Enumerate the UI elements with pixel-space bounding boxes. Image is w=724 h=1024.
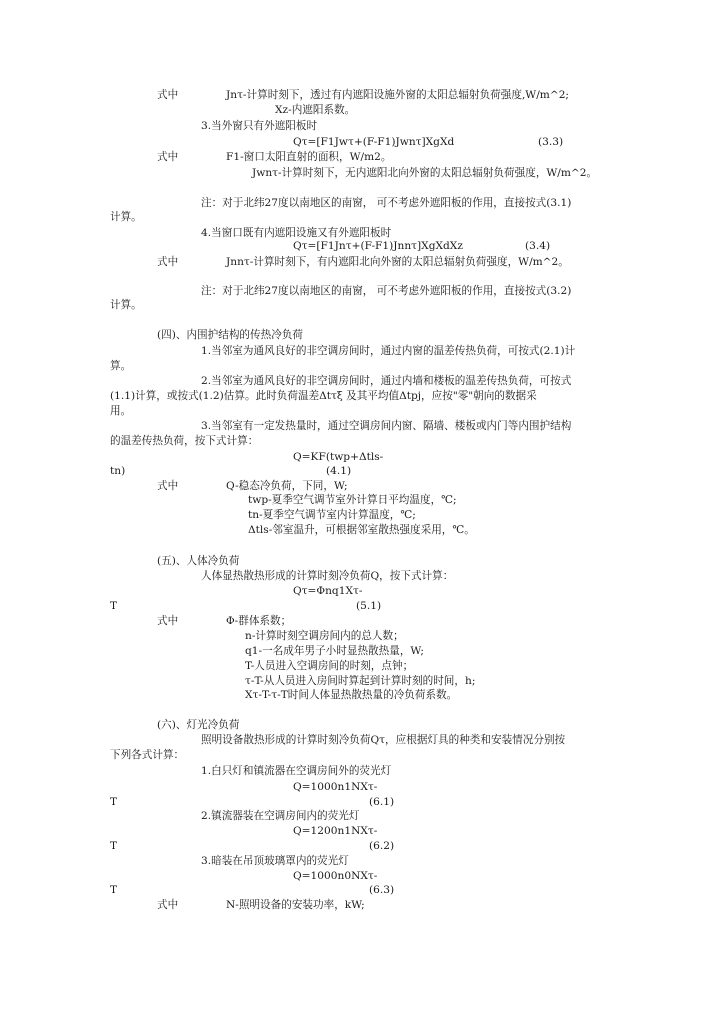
text-line: 的温差传热负荷，按下式计算： xyxy=(110,435,259,447)
formula: T xyxy=(110,884,118,896)
formula: T xyxy=(110,840,118,852)
equation-number: (6.1) xyxy=(369,796,395,808)
text-line: Xz-内遮阳系数。 xyxy=(275,104,356,116)
text-line: 用。 xyxy=(110,405,132,417)
text-line: 式中 xyxy=(157,480,179,492)
text-line: 2.当邻室为通风良好的非空调房间时，通过内墙和楼板的温差传热负荷，可按式 xyxy=(201,375,572,387)
text-line: 式中 xyxy=(157,89,179,101)
text-line: 式中 xyxy=(157,615,179,627)
text-line: 算。 xyxy=(110,360,132,372)
text-line: tn-夏季空气调节室内计算温度，℃; xyxy=(248,509,416,521)
equation-number: (6.2) xyxy=(369,840,395,852)
section-heading: (六)、灯光冷负荷 xyxy=(157,719,240,731)
equation-number: (3.3) xyxy=(538,136,564,148)
text-line: Jwnτ-计算时刻下，无内遮阳北向外窗的太阳总辐射负荷强度，W/m^2。 xyxy=(252,167,598,179)
text-line: 计算。 xyxy=(110,299,142,311)
text-line: 1.当邻室为通风良好的非空调房间时，通过内窗的温差传热负荷，可按式(2.1)计 xyxy=(201,345,576,357)
text-line: Φ-群体系数； xyxy=(226,615,292,627)
formula: Q=1000n0NXτ- xyxy=(293,870,378,882)
section-heading: (四)、内围护结构的传热冷负荷 xyxy=(157,329,303,341)
formula: Q=KF(twp+Δtls- xyxy=(293,451,384,463)
text-line: 1.白只灯和镇流器在空调房间外的荧光灯 xyxy=(201,765,392,777)
formula: Qτ=[F1Jwτ+(F-F1)Jwnτ]XgXd xyxy=(293,136,455,148)
section-heading: (五)、人体冷负荷 xyxy=(157,555,240,567)
formula: Q=1200n1NXτ- xyxy=(293,825,378,837)
formula: Q=1000n1NXτ- xyxy=(293,781,378,793)
text-line: Δtls-邻室温升，可根据邻室散热强度采用，℃。 xyxy=(248,524,475,536)
text-line: 照明设备散热形成的计算时刻冷负荷Qτ，应根据灯具的种类和安装情况分别按 xyxy=(201,734,566,746)
text-line: 3.当外窗只有外遮阳板时 xyxy=(201,120,318,132)
text-line: 3.当邻室有一定发热量时，通过空调房间内窗、隔墙、楼板或内门等内围护结构 xyxy=(201,420,572,432)
text-line: 2.镇流器装在空调房间内的荧光灯 xyxy=(201,810,360,822)
equation-number: (5.1) xyxy=(356,600,382,612)
text-line: Jnnτ-计算时刻下，有内遮阳北向外窗的太阳总辐射负荷强度，W/m^2。 xyxy=(226,256,569,268)
text-line: 3.暗装在吊顶玻璃罩内的荧光灯 xyxy=(201,855,349,867)
formula: T xyxy=(110,600,118,612)
formula: Qτ=Φnq1Xτ- xyxy=(293,585,363,597)
text-line: N-照明设备的安装功率，kW; xyxy=(226,899,365,911)
text-line: n-计算时刻空调房间内的总人数； xyxy=(245,630,404,642)
text-line: τ-T-从人员进入房间时算起到计算时刻的时间，h; xyxy=(245,675,476,687)
text-line: 人体显热散热形成的计算时刻冷负荷Q，按下式计算： xyxy=(201,570,454,582)
text-line: Xτ-T-τ-T时间人体显热散热量的冷负荷系数。 xyxy=(245,689,458,701)
text-line: (1.1)计算，或按式(1.2)估算。此时负荷温差Δtτξ 及其平均值Δtpj，应按"零"朝向的数据采 xyxy=(110,390,537,402)
text-line: 式中 xyxy=(157,256,179,268)
text-line: q1-一名成年男子小时显热散热量，W; xyxy=(245,645,424,657)
text-line: 式中 xyxy=(157,899,179,911)
text-line: Jnτ-计算时刻下，透过有内遮阳设施外窗的太阳总辐射负荷强度,W/m^2; xyxy=(226,89,570,101)
text-line: 计算。 xyxy=(110,211,142,223)
formula: Qτ=[F1Jnτ+(F-F1)Jnnτ]XgXdXz xyxy=(293,240,463,252)
text-line: F1-窗口太阳直射的面积，W/m2。 xyxy=(226,151,392,163)
equation-number: (4.1) xyxy=(326,465,352,477)
text-line: twp-夏季空气调节室外计算日平均温度，℃; xyxy=(248,494,457,506)
formula: T xyxy=(110,796,118,808)
text-line: 下列各式计算： xyxy=(110,749,185,761)
text-line: 注：对于北纬27度以南地区的南窗， 可不考虑外遮阳板的作用，直接按式(3.1) xyxy=(201,197,572,209)
equation-number: (6.3) xyxy=(369,884,395,896)
equation-number: (3.4) xyxy=(525,240,551,252)
text-line: 4.当窗口既有内遮阳设施又有外遮阳板时 xyxy=(201,227,392,239)
text-line: T-人员进入空调房间的时刻，点钟； xyxy=(245,660,414,672)
text-line: 式中 xyxy=(157,151,179,163)
text-line: 注：对于北纬27度以南地区的南窗， 可不考虑外遮阳板的作用，直接按式(3.2) xyxy=(201,285,572,297)
formula: tn) xyxy=(110,465,126,477)
text-line: Q-稳态冷负荷，下同，W; xyxy=(226,480,348,492)
